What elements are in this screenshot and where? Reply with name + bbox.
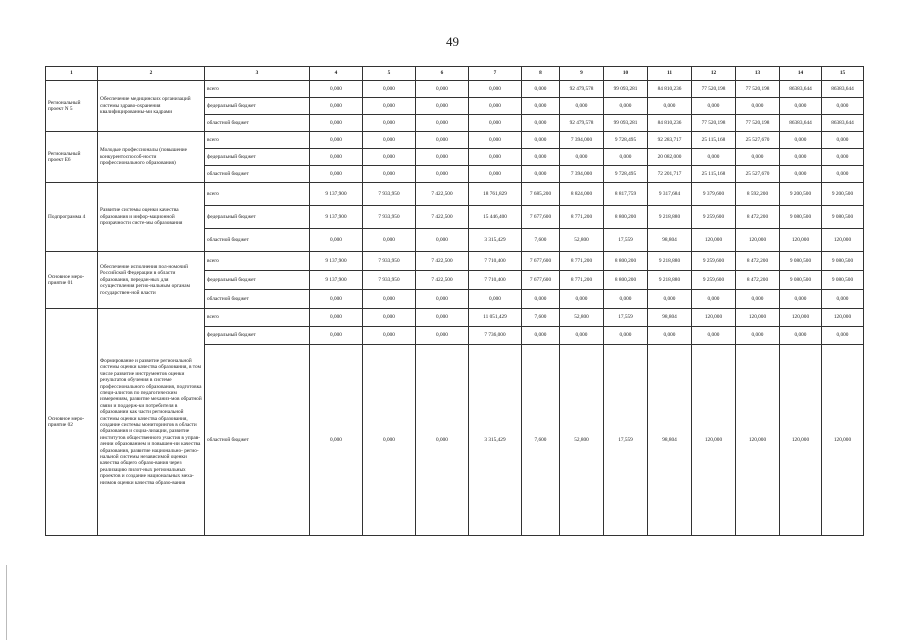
column-header: 14 bbox=[780, 67, 822, 81]
amount-cell: 77 520,198 bbox=[736, 115, 780, 132]
amount-cell: 0,000 bbox=[363, 345, 416, 536]
program-name: Формирование и развитие региональной системы оценки качества образования, в том числе развитие инструментов оценки результатов обучения в системе профессионального образования, подготовка специ-алистов по педагогическим измерениям, развитие механиз-мов обратной связи и поддерж-ки потребителя в образовании как части региональной системы оценки качества образования, создание системы мониторингов в области образования и социа-лизации, развитие институтов общественного участия в управ-лении образованием и повышен-ии качества образования, развитие национально- регио-нальной системы независимой оценки качества общего образо-вания через реализацию пилот-ных региональных проектов и создание национальных меха-низмов оценки качества образо-вания bbox=[98, 309, 205, 536]
amount-cell: 0,000 bbox=[363, 98, 416, 115]
amount-cell: 9 137,900 bbox=[310, 206, 363, 229]
amount-cell: 77 520,198 bbox=[736, 81, 780, 98]
amount-cell: 7 677,600 bbox=[522, 252, 560, 271]
amount-cell: 120,000 bbox=[822, 309, 864, 327]
amount-cell: 0,000 bbox=[604, 149, 648, 166]
program-label: Основное меро-приятие 02 bbox=[46, 309, 98, 536]
amount-cell: 120,000 bbox=[822, 345, 864, 536]
amount-cell: 9 137,900 bbox=[310, 183, 363, 206]
amount-cell: 7 685,200 bbox=[522, 183, 560, 206]
amount-cell: 0,000 bbox=[363, 166, 416, 183]
column-header: 8 bbox=[522, 67, 560, 81]
column-header: 12 bbox=[692, 67, 736, 81]
table-row bbox=[46, 81, 864, 98]
amount-cell: 86383,644 bbox=[780, 81, 822, 98]
funding-source: федеральный бюджет bbox=[205, 98, 310, 115]
amount-cell: 9 259,600 bbox=[692, 252, 736, 271]
amount-cell: 92 479,578 bbox=[560, 81, 604, 98]
amount-cell: 52,800 bbox=[560, 229, 604, 252]
amount-cell: 9 259,600 bbox=[692, 271, 736, 290]
column-header: 15 bbox=[822, 67, 864, 81]
amount-cell: 9 080,500 bbox=[822, 252, 864, 271]
amount-cell: 9 080,500 bbox=[780, 252, 822, 271]
amount-cell: 120,000 bbox=[780, 309, 822, 327]
amount-cell: 0,000 bbox=[604, 327, 648, 345]
program-label: Региональный проект Е6 bbox=[46, 132, 98, 183]
amount-cell: 0,000 bbox=[416, 149, 469, 166]
amount-cell: 77 520,198 bbox=[692, 115, 736, 132]
amount-cell: 0,000 bbox=[648, 290, 692, 309]
amount-cell: 84 810,236 bbox=[648, 115, 692, 132]
column-header: 1 bbox=[46, 67, 98, 81]
amount-cell: 120,000 bbox=[822, 229, 864, 252]
table-row bbox=[46, 252, 864, 271]
funding-source: федеральный бюджет bbox=[205, 149, 310, 166]
header-row bbox=[46, 67, 864, 81]
amount-cell: 99 093,281 bbox=[604, 115, 648, 132]
column-header: 5 bbox=[363, 67, 416, 81]
amount-cell: 25 115,168 bbox=[692, 166, 736, 183]
amount-cell: 0,000 bbox=[692, 290, 736, 309]
amount-cell: 9 728,495 bbox=[604, 132, 648, 149]
funding-source: областной бюджет bbox=[205, 229, 310, 252]
funding-source: всего bbox=[205, 183, 310, 206]
amount-cell: 0,000 bbox=[780, 149, 822, 166]
amount-cell: 7 736,000 bbox=[469, 327, 522, 345]
amount-cell: 7 422,500 bbox=[416, 271, 469, 290]
funding-source: федеральный бюджет bbox=[205, 271, 310, 290]
amount-cell: 0,000 bbox=[822, 290, 864, 309]
amount-cell: 0,000 bbox=[780, 132, 822, 149]
amount-cell: 0,000 bbox=[522, 166, 560, 183]
amount-cell: 0,000 bbox=[522, 132, 560, 149]
amount-cell: 25 115,168 bbox=[692, 132, 736, 149]
amount-cell: 0,000 bbox=[822, 98, 864, 115]
amount-cell: 8 824,000 bbox=[560, 183, 604, 206]
amount-cell: 17,559 bbox=[604, 229, 648, 252]
funding-source: всего bbox=[205, 309, 310, 327]
amount-cell: 0,000 bbox=[416, 166, 469, 183]
amount-cell: 7 710,400 bbox=[469, 271, 522, 290]
amount-cell: 20 082,000 bbox=[648, 149, 692, 166]
amount-cell: 9 218,880 bbox=[648, 252, 692, 271]
amount-cell: 0,000 bbox=[560, 98, 604, 115]
amount-cell: 8 771,200 bbox=[560, 271, 604, 290]
program-name: Развитие системы оценки качества образования и инфор-мационной прозрачности систе-мы образования bbox=[98, 183, 205, 252]
amount-cell: 7 422,500 bbox=[416, 206, 469, 229]
amount-cell: 0,000 bbox=[310, 345, 363, 536]
amount-cell: 9 218,880 bbox=[648, 271, 692, 290]
amount-cell: 0,000 bbox=[363, 290, 416, 309]
amount-cell: 7 933,950 bbox=[363, 252, 416, 271]
amount-cell: 0,000 bbox=[310, 98, 363, 115]
amount-cell: 0,000 bbox=[522, 115, 560, 132]
funding-source: областной бюджет bbox=[205, 115, 310, 132]
amount-cell: 9 200,500 bbox=[822, 183, 864, 206]
amount-cell: 92 283,717 bbox=[648, 132, 692, 149]
amount-cell: 8 472,200 bbox=[736, 252, 780, 271]
amount-cell: 7 677,600 bbox=[522, 271, 560, 290]
column-header: 6 bbox=[416, 67, 469, 81]
amount-cell: 0,000 bbox=[416, 115, 469, 132]
table-row bbox=[46, 183, 864, 206]
amount-cell: 25 527,670 bbox=[736, 166, 780, 183]
amount-cell: 0,000 bbox=[648, 98, 692, 115]
amount-cell: 0,000 bbox=[469, 166, 522, 183]
program-label: Региональный проект N 5 bbox=[46, 81, 98, 132]
amount-cell: 0,000 bbox=[469, 81, 522, 98]
amount-cell: 0,000 bbox=[780, 166, 822, 183]
funding-source: областной бюджет bbox=[205, 166, 310, 183]
amount-cell: 9 317,684 bbox=[648, 183, 692, 206]
amount-cell: 0,000 bbox=[416, 327, 469, 345]
column-header: 2 bbox=[98, 67, 205, 81]
amount-cell: 18 761,829 bbox=[469, 183, 522, 206]
column-header: 9 bbox=[560, 67, 604, 81]
funding-source: всего bbox=[205, 252, 310, 271]
column-header: 10 bbox=[604, 67, 648, 81]
amount-cell: 0,000 bbox=[692, 327, 736, 345]
amount-cell: 120,000 bbox=[692, 229, 736, 252]
amount-cell: 0,000 bbox=[310, 290, 363, 309]
amount-cell: 0,000 bbox=[416, 290, 469, 309]
amount-cell: 8 800,200 bbox=[604, 271, 648, 290]
amount-cell: 0,000 bbox=[310, 132, 363, 149]
amount-cell: 98,804 bbox=[648, 309, 692, 327]
amount-cell: 99 093,281 bbox=[604, 81, 648, 98]
amount-cell: 120,000 bbox=[692, 309, 736, 327]
amount-cell: 0,000 bbox=[604, 290, 648, 309]
amount-cell: 0,000 bbox=[560, 290, 604, 309]
amount-cell: 7 422,500 bbox=[416, 252, 469, 271]
amount-cell: 8 817,759 bbox=[604, 183, 648, 206]
amount-cell: 0,000 bbox=[416, 345, 469, 536]
column-header: 13 bbox=[736, 67, 780, 81]
funding-source: федеральный бюджет bbox=[205, 206, 310, 229]
amount-cell: 72 201,717 bbox=[648, 166, 692, 183]
amount-cell: 9 080,500 bbox=[780, 271, 822, 290]
funding-source: всего bbox=[205, 132, 310, 149]
amount-cell: 120,000 bbox=[736, 309, 780, 327]
amount-cell: 0,000 bbox=[416, 309, 469, 327]
amount-cell: 7 933,950 bbox=[363, 271, 416, 290]
amount-cell: 52,800 bbox=[560, 309, 604, 327]
amount-cell: 0,000 bbox=[469, 115, 522, 132]
amount-cell: 7 422,500 bbox=[416, 183, 469, 206]
amount-cell: 0,000 bbox=[822, 327, 864, 345]
amount-cell: 0,000 bbox=[416, 229, 469, 252]
program-label: Подпрограмма 4 bbox=[46, 183, 98, 252]
amount-cell: 8 800,200 bbox=[604, 252, 648, 271]
amount-cell: 0,000 bbox=[522, 98, 560, 115]
amount-cell: 9 259,600 bbox=[692, 206, 736, 229]
amount-cell: 0,000 bbox=[604, 98, 648, 115]
amount-cell: 17,559 bbox=[604, 345, 648, 536]
amount-cell: 0,000 bbox=[310, 115, 363, 132]
funding-source: областной бюджет bbox=[205, 290, 310, 309]
amount-cell: 98,804 bbox=[648, 345, 692, 536]
amount-cell: 8 771,200 bbox=[560, 252, 604, 271]
amount-cell: 8 592,200 bbox=[736, 183, 780, 206]
amount-cell: 0,000 bbox=[363, 229, 416, 252]
amount-cell: 0,000 bbox=[780, 98, 822, 115]
table-row bbox=[46, 309, 864, 327]
amount-cell: 9 080,500 bbox=[780, 206, 822, 229]
amount-cell: 9 080,500 bbox=[822, 206, 864, 229]
amount-cell: 0,000 bbox=[522, 327, 560, 345]
amount-cell: 9 218,880 bbox=[648, 206, 692, 229]
amount-cell: 0,000 bbox=[310, 81, 363, 98]
amount-cell: 0,000 bbox=[310, 166, 363, 183]
table-row bbox=[46, 132, 864, 149]
amount-cell: 8 800,200 bbox=[604, 206, 648, 229]
amount-cell: 15 446,400 bbox=[469, 206, 522, 229]
amount-cell: 52,800 bbox=[560, 345, 604, 536]
amount-cell: 9 137,900 bbox=[310, 252, 363, 271]
amount-cell: 0,000 bbox=[780, 290, 822, 309]
amount-cell: 0,000 bbox=[648, 327, 692, 345]
amount-cell: 120,000 bbox=[780, 229, 822, 252]
amount-cell: 0,000 bbox=[692, 98, 736, 115]
amount-cell: 77 520,198 bbox=[692, 81, 736, 98]
amount-cell: 7 394,000 bbox=[560, 132, 604, 149]
amount-cell: 7 933,950 bbox=[363, 206, 416, 229]
amount-cell: 120,000 bbox=[736, 229, 780, 252]
amount-cell: 7,600 bbox=[522, 229, 560, 252]
funding-source: всего bbox=[205, 81, 310, 98]
budget-table bbox=[45, 66, 864, 536]
amount-cell: 25 527,670 bbox=[736, 132, 780, 149]
amount-cell: 86383,644 bbox=[780, 115, 822, 132]
amount-cell: 0,000 bbox=[363, 327, 416, 345]
amount-cell: 0,000 bbox=[310, 327, 363, 345]
amount-cell: 7 677,600 bbox=[522, 206, 560, 229]
amount-cell: 0,000 bbox=[822, 166, 864, 183]
amount-cell: 86383,644 bbox=[822, 115, 864, 132]
amount-cell: 11 051,429 bbox=[469, 309, 522, 327]
amount-cell: 0,000 bbox=[822, 132, 864, 149]
amount-cell: 7 394,000 bbox=[560, 166, 604, 183]
amount-cell: 7,600 bbox=[522, 309, 560, 327]
amount-cell: 7,600 bbox=[522, 345, 560, 536]
program-name: Обеспечение медицинских организаций системы здраво-охранения квалифицированны-ми кадрами bbox=[98, 81, 205, 132]
amount-cell: 120,000 bbox=[736, 345, 780, 536]
amount-cell: 0,000 bbox=[560, 149, 604, 166]
scan-artifact-line bbox=[6, 565, 7, 640]
amount-cell: 0,000 bbox=[522, 290, 560, 309]
funding-source: областной бюджет bbox=[205, 345, 310, 536]
amount-cell: 0,000 bbox=[522, 81, 560, 98]
amount-cell: 0,000 bbox=[416, 132, 469, 149]
amount-cell: 9 728,495 bbox=[604, 166, 648, 183]
column-header: 7 bbox=[469, 67, 522, 81]
amount-cell: 7 710,400 bbox=[469, 252, 522, 271]
amount-cell: 9 379,600 bbox=[692, 183, 736, 206]
amount-cell: 86383,644 bbox=[822, 81, 864, 98]
amount-cell: 8 472,200 bbox=[736, 206, 780, 229]
amount-cell: 98,804 bbox=[648, 229, 692, 252]
amount-cell: 0,000 bbox=[736, 290, 780, 309]
amount-cell: 0,000 bbox=[736, 149, 780, 166]
amount-cell: 0,000 bbox=[363, 132, 416, 149]
amount-cell: 0,000 bbox=[363, 149, 416, 166]
amount-cell: 0,000 bbox=[310, 149, 363, 166]
funding-source: федеральный бюджет bbox=[205, 327, 310, 345]
amount-cell: 0,000 bbox=[522, 149, 560, 166]
amount-cell: 0,000 bbox=[822, 149, 864, 166]
program-name: Молодые профессионалы (повышение конкурентоспособ-ности профессионального образования) bbox=[98, 132, 205, 183]
amount-cell: 3 315,429 bbox=[469, 345, 522, 536]
amount-cell: 0,000 bbox=[736, 327, 780, 345]
program-name: Обеспечение исполнения пол-номочий Российской Федерации в области образования, передан-ных для осуществления регио-нальным органам государствен-ной власти bbox=[98, 252, 205, 309]
amount-cell: 0,000 bbox=[469, 290, 522, 309]
amount-cell: 8 771,200 bbox=[560, 206, 604, 229]
amount-cell: 9 080,500 bbox=[822, 271, 864, 290]
amount-cell: 0,000 bbox=[310, 309, 363, 327]
amount-cell: 0,000 bbox=[363, 115, 416, 132]
amount-cell: 0,000 bbox=[310, 229, 363, 252]
amount-cell: 0,000 bbox=[363, 81, 416, 98]
amount-cell: 0,000 bbox=[780, 327, 822, 345]
amount-cell: 0,000 bbox=[469, 149, 522, 166]
amount-cell: 8 472,200 bbox=[736, 271, 780, 290]
amount-cell: 9 137,900 bbox=[310, 271, 363, 290]
amount-cell: 84 810,236 bbox=[648, 81, 692, 98]
amount-cell: 0,000 bbox=[736, 98, 780, 115]
amount-cell: 0,000 bbox=[692, 149, 736, 166]
amount-cell: 17,559 bbox=[604, 309, 648, 327]
amount-cell: 120,000 bbox=[780, 345, 822, 536]
amount-cell: 3 315,429 bbox=[469, 229, 522, 252]
amount-cell: 0,000 bbox=[363, 309, 416, 327]
amount-cell: 0,000 bbox=[469, 132, 522, 149]
page-number: 49 bbox=[446, 34, 459, 49]
amount-cell: 92 479,578 bbox=[560, 115, 604, 132]
amount-cell: 0,000 bbox=[469, 98, 522, 115]
amount-cell: 0,000 bbox=[560, 327, 604, 345]
amount-cell: 120,000 bbox=[692, 345, 736, 536]
amount-cell: 9 200,500 bbox=[780, 183, 822, 206]
column-header: 4 bbox=[310, 67, 363, 81]
program-label: Основное меро-приятие 01 bbox=[46, 252, 98, 309]
column-header: 3 bbox=[205, 67, 310, 81]
column-header: 11 bbox=[648, 67, 692, 81]
amount-cell: 0,000 bbox=[416, 98, 469, 115]
amount-cell: 7 933,950 bbox=[363, 183, 416, 206]
amount-cell: 0,000 bbox=[416, 81, 469, 98]
